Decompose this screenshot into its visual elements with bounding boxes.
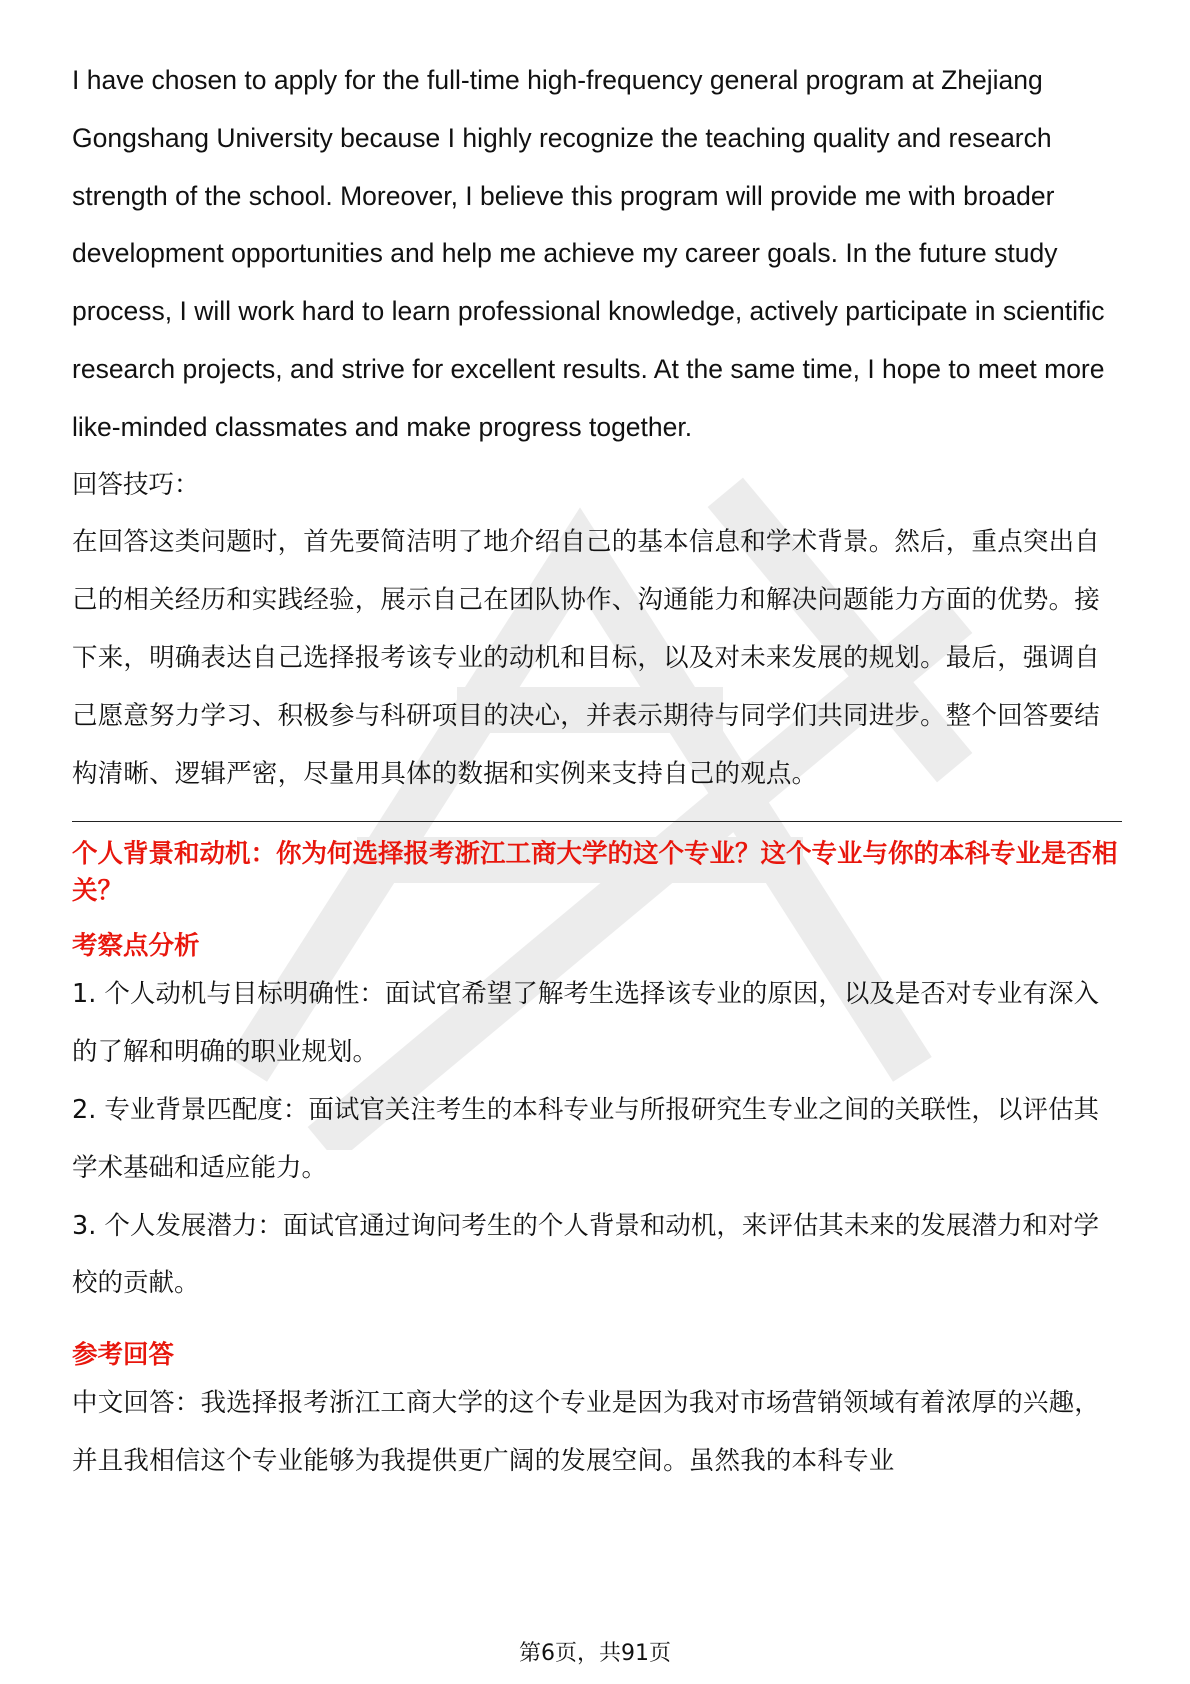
- page-number-footer: 第6页，共91页: [519, 1641, 671, 1666]
- analysis-item-2: 2. 专业背景匹配度：面试官关注考生的本科专业与所报研究生专业之间的关联性，以评估其学术基础和适应能力。: [72, 1094, 1099, 1183]
- section-divider: [72, 821, 1122, 822]
- analysis-item-1: 1. 个人动机与目标明确性：面试官希望了解考生选择该专业的原因，以及是否对专业有深入的了解和明确的职业规划。: [72, 979, 1099, 1068]
- question-heading: 个人背景和动机：你为何选择报考浙江工商大学的这个专业？这个专业与你的本科专业是否相关？: [72, 839, 1118, 907]
- page-content: [72, 52, 1122, 1491]
- analysis-item-3: 3. 个人发展潜力：面试官通过询问考生的个人背景和动机，来评估其未来的发展潜力和对学校的贡献。: [72, 1210, 1099, 1299]
- reference-answer-title: 参考回答: [72, 1340, 175, 1371]
- tips-label: 回答技巧：: [72, 469, 200, 500]
- reference-answer-paragraph: 中文回答：我选择报考浙江工商大学的这个专业是因为我对市场营销领域有着浓厚的兴趣，并且我相信这个专业能够为我提供更广阔的发展空间。虽然我的本科专业: [72, 1388, 1101, 1476]
- english-answer-paragraph: I have chosen to apply for the full-time high-frequency general program at Zhejiang Gongshang University because I highly recognize the teaching quality and research strength of the school. Moreover, I believe this program will provide me with broader development opportunities and help me achieve my career goals. In the future study process, I will work hard to learn professional knowledge, actively participate in scientific research projects, and strive for excellent results. At the same time, I hope to meet more like-minded classmates and make progress together.: [72, 65, 1105, 442]
- analysis-title: 考察点分析: [72, 931, 200, 962]
- analysis-list: [72, 966, 1122, 1313]
- tips-paragraph: 在回答这类问题时，首先要简洁明了地介绍自己的基本信息和学术背景。然后，重点突出自己的相关经历和实践经验，展示自己在团队协作、沟通能力和解决问题能力方面的优势。接下来，明确表达自己选择报考该专业的动机和目标，以及对未来发展的规划。最后，强调自己愿意努力学习、积极参与科研项目的决心，并表示期待与同学们共同进步。整个回答要结构清晰、逻辑严密，尽量用具体的数据和实例来支持自己的观点。: [72, 527, 1101, 789]
